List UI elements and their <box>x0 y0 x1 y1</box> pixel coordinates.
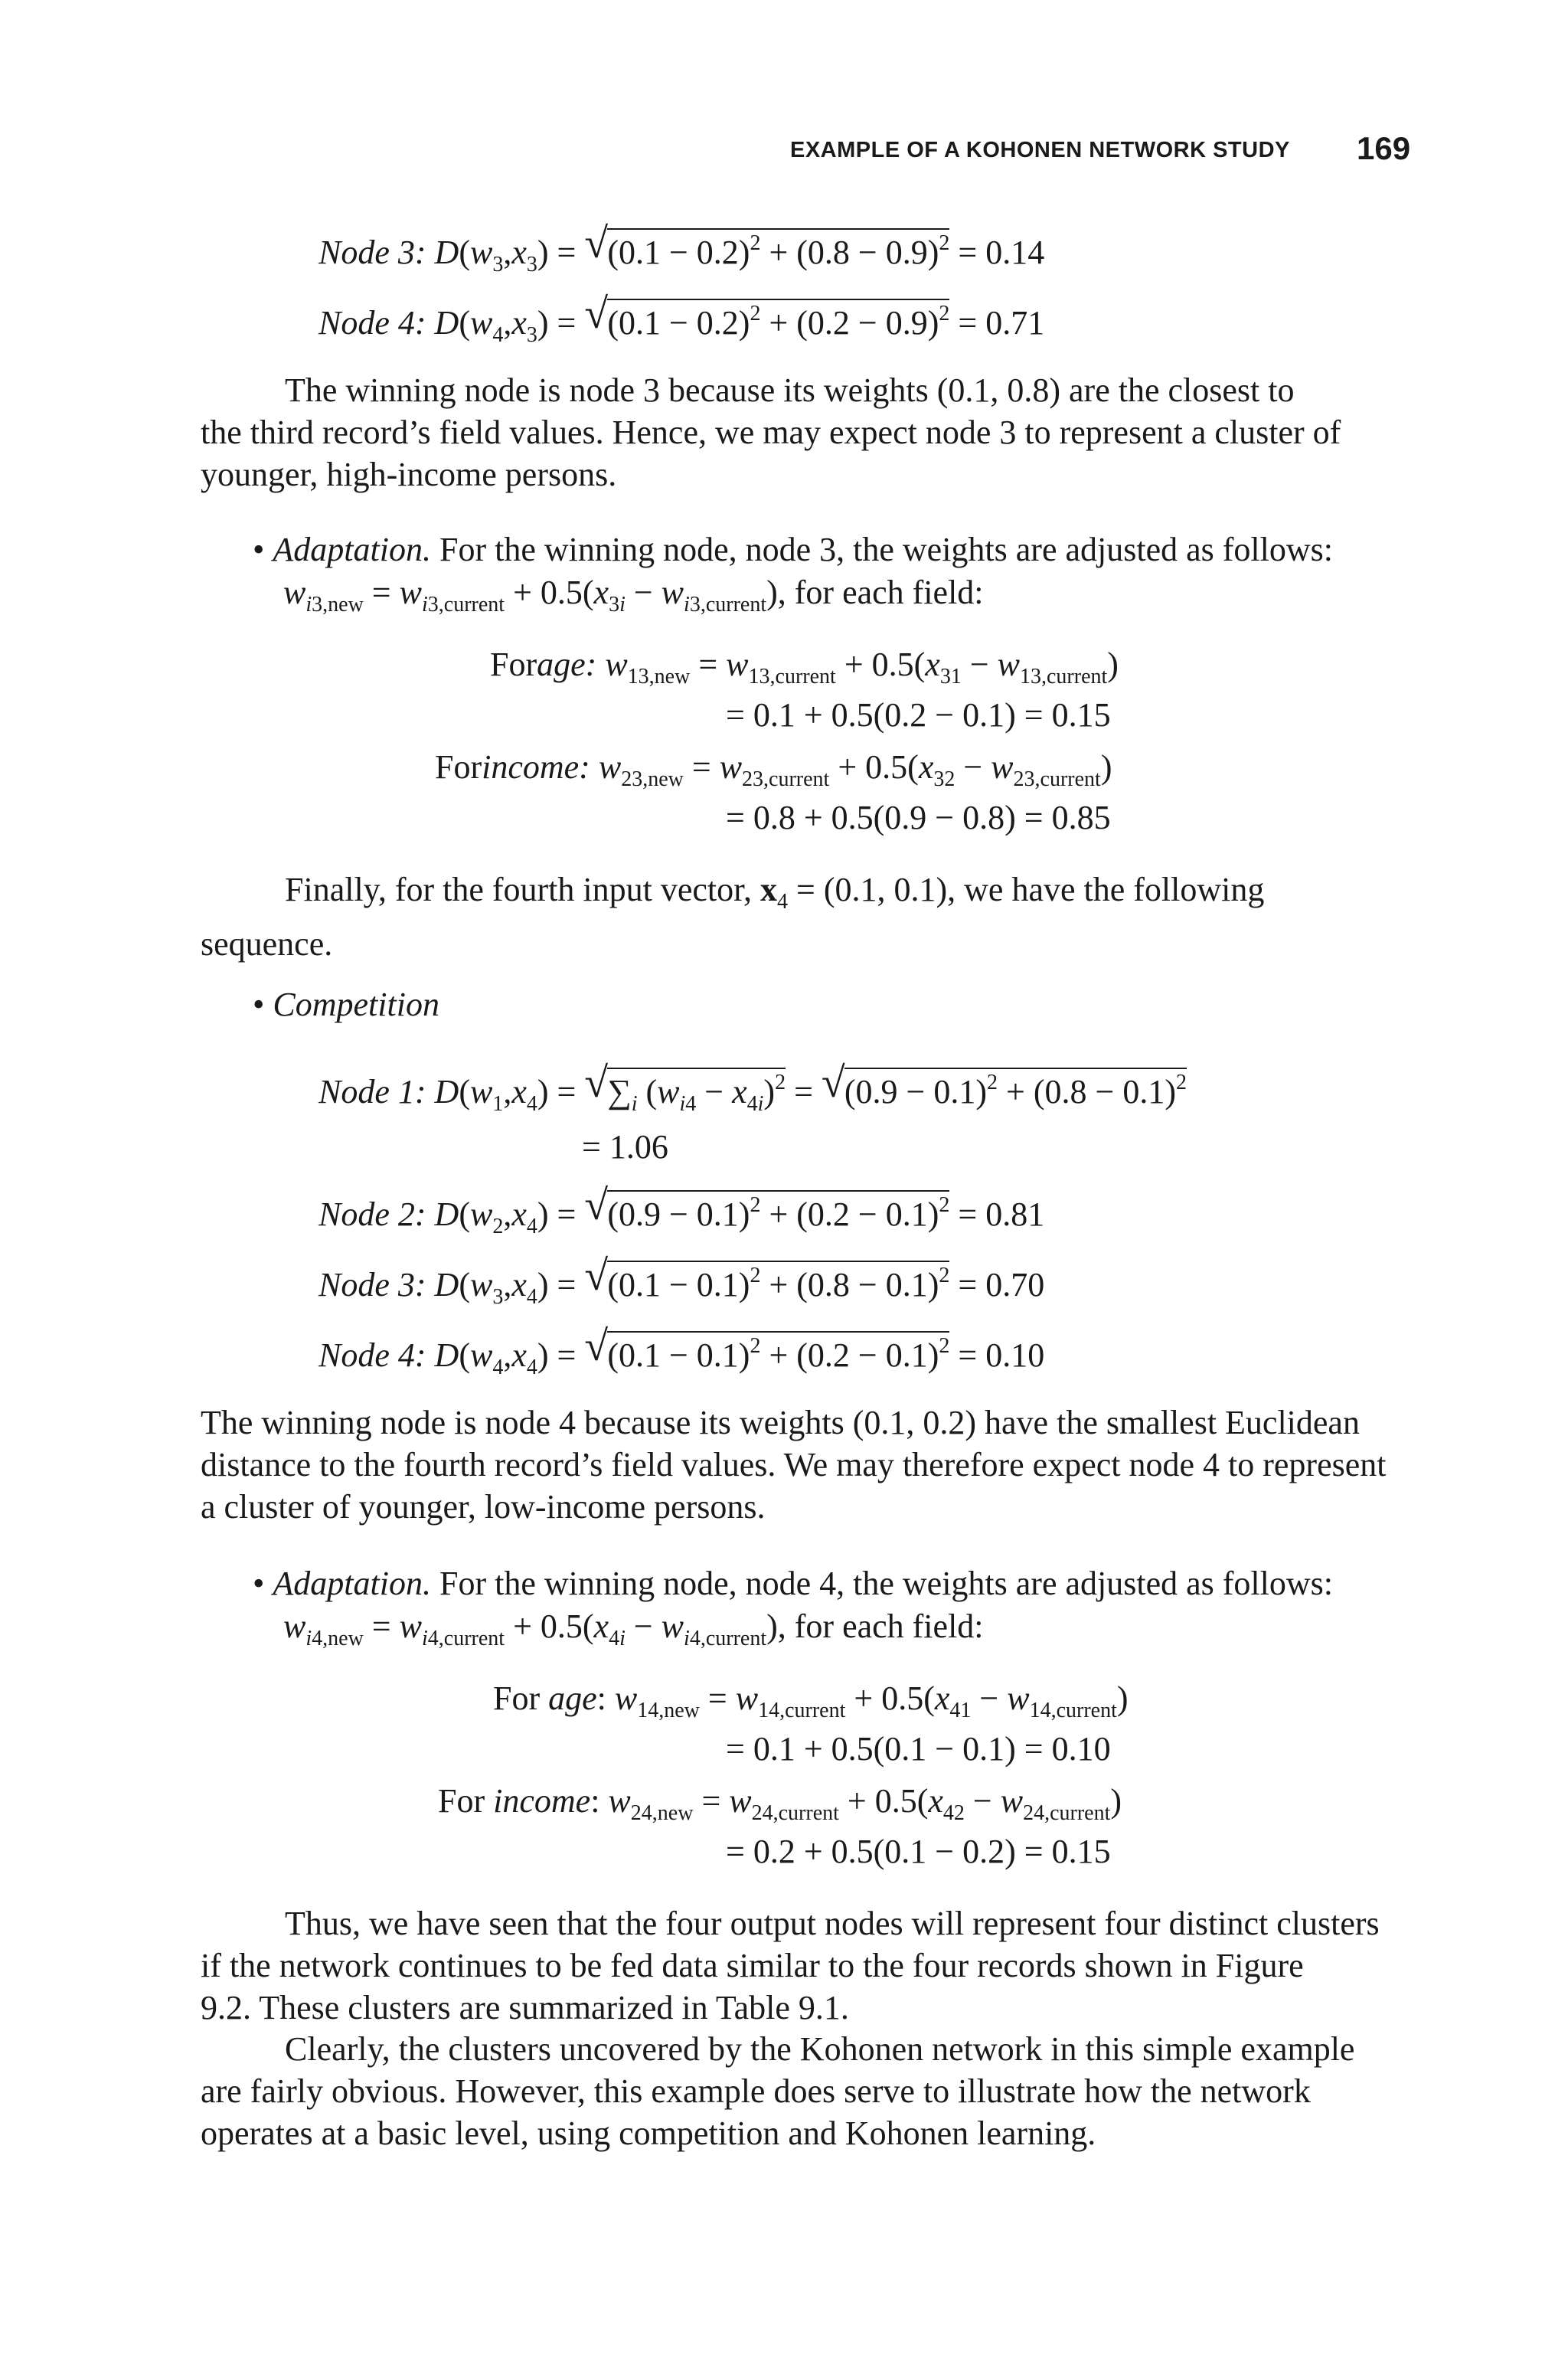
text-line: 9.2. These clusters are summarized in Table 9.1. <box>201 1989 849 2026</box>
distance-value: = 0.14 <box>958 234 1045 271</box>
node-label: Node 3: <box>318 234 426 271</box>
equation-node3-x3: Node 3: $D(w_3,x_3)$ = √ $(0.1 - 0.2)^2 + (0.8 - 0.9)^2 = 0.14$ <box>318 220 1045 276</box>
running-header-title: EXAMPLE OF A KOHONEN NETWORK STUDY <box>790 138 1290 162</box>
update-age-node3: Forage: $w_{13,new} = w_{13,current} + 0.5(x_{31} - w_{13,current})$ <box>490 646 1119 688</box>
equation-node3-x4: Node 3: $D(w_3,x_4)$ = √ $(0.1 - 0.1)^2 + (0.8 - 0.1)^2 = 0.70$ <box>318 1252 1045 1309</box>
update-age-node4-result: = 0.1 + 0.5(0.1 − 0.1) = 0.10 <box>726 1730 1111 1768</box>
text-line: The winning node is node 4 because its weights (0.1, 0.2) have the smallest Euclidean <box>201 1404 1360 1441</box>
text-line: are fairly obvious. However, this example does serve to illustrate how the network <box>201 2072 1311 2110</box>
node-label: Node 3: <box>318 1266 426 1303</box>
bullet-dot: • <box>253 1565 265 1602</box>
formula-tail: , for each field: <box>777 1608 984 1645</box>
bullet-heading: Adaptation. <box>273 531 431 568</box>
adaptation-rule-node3: $w_{i3,new} = w_{i3,current} + 0.5(x_{3i} - w_{i3,current})$, for each field: <box>283 574 984 617</box>
paragraph-winning-node-4 <box>201 1402 1407 1528</box>
for-word: For <box>490 646 537 683</box>
equation-node4-x4: Node 4: $D(w_4,x_4)$ = √ $(0.1 - 0.1)^2 + (0.2 - 0.1)^2 = 0.10$ <box>318 1323 1045 1379</box>
bullet-adaptation-node4 <box>253 1562 1409 1604</box>
paragraph-conclusion <box>201 2028 1407 2154</box>
for-word: For <box>435 748 482 786</box>
equation-node1-x4: Node 1: $D(w_1,x_4)$ = √ $\sum_i$ $(w_{i4} - x_{4i})^2$ = √ $(0.9 - 0.1)^2 + (0.8 - 0.1)^2$ <box>318 1059 1187 1116</box>
update-income-node3-result: = 0.8 + 0.5(0.9 − 0.8) = 0.85 <box>726 799 1111 836</box>
node1-distance-value: = 1.06 <box>582 1128 668 1166</box>
formula-tail: , for each field: <box>777 574 984 611</box>
text-line: younger, high-income persons. <box>201 456 617 493</box>
for-word: For <box>493 1680 541 1717</box>
bullet-dot: • <box>253 986 265 1023</box>
bullet-heading: Adaptation. <box>273 1565 431 1602</box>
node-label: Node 4: <box>318 304 426 342</box>
paragraph-winning-node-3 <box>201 369 1407 496</box>
field-income: income <box>493 1782 591 1820</box>
bullet-adaptation-node3 <box>253 528 1409 571</box>
text-line: distance to the fourth record’s field values. We may therefore expect node 4 to represent <box>201 1446 1387 1483</box>
equation-node2-x4: Node 2: $D(w_2,x_4)$ = √ $(0.9 - 0.1)^2 + (0.2 - 0.1)^2 = 0.81$ <box>318 1182 1045 1238</box>
text-line: Thus, we have seen that the four output nodes will represent four distinct clusters <box>285 1905 1380 1942</box>
field-age: age <box>548 1680 597 1717</box>
text-line: sequence. <box>201 925 333 963</box>
text-line: operates at a basic level, using competition and Kohonen learning. <box>201 2115 1096 2152</box>
update-income-node3: Forincome: $w_{23,new} = w_{23,current} + 0.5(x_{32} - w_{23,current})$ <box>435 748 1112 791</box>
update-age-node4: For age: $w_{14,new} = w_{14,current} + 0.5(x_{41} - w_{14,current})$ <box>493 1680 1129 1722</box>
distance-value: = 0.70 <box>958 1266 1045 1303</box>
text-line: if the network continues to be fed data similar to the four records shown in Figure <box>201 1947 1304 1984</box>
distance-value: = 0.71 <box>958 304 1045 342</box>
update-income-node4: For income: $w_{24,new} = w_{24,current} + 0.5(x_{42} - w_{24,current})$ <box>438 1782 1122 1825</box>
text-line: Finally, for the fourth input vector, $x_4 = (0.1$, 0.1), we have the following <box>285 871 1265 914</box>
adaptation-rule-node4: $w_{i4,new} = w_{i4,current} + 0.5(x_{4i} - w_{i4,current})$, for each field: <box>283 1608 984 1650</box>
paragraph-four-clusters <box>201 1902 1407 2029</box>
text-line: Clearly, the clusters uncovered by the Kohonen network in this simple example <box>285 2030 1355 2068</box>
text-line: a cluster of younger, low-income persons. <box>201 1488 766 1526</box>
bullet-dot: • <box>253 531 265 568</box>
paragraph-fourth-vector <box>201 868 1407 965</box>
bullet-heading: Competition <box>273 986 439 1023</box>
update-age-node3-result: = 0.1 + 0.5(0.2 − 0.1) = 0.15 <box>726 696 1111 734</box>
bullet-text: For the winning node, node 4, the weights are adjusted as follows: <box>439 1565 1333 1602</box>
page-number: 169 <box>1357 130 1411 166</box>
equation-node4-x3: Node 4: $D(w_4,x_3)$ = √ $(0.1 - 0.2)^2 + (0.2 - 0.9)^2 = 0.71$ <box>318 290 1045 347</box>
node-label: Node 2: <box>318 1195 426 1233</box>
field-age: age: <box>537 646 597 683</box>
update-income-node4-result: = 0.2 + 0.5(0.1 − 0.2) = 0.15 <box>726 1833 1111 1870</box>
distance-value: = 0.81 <box>958 1195 1045 1233</box>
bullet-competition <box>253 983 439 1025</box>
text-line: the third record’s field values. Hence, we may expect node 3 to represent a cluster of <box>201 414 1341 451</box>
bullet-text: For the winning node, node 3, the weights are adjusted as follows: <box>439 531 1333 568</box>
for-word: For <box>438 1782 485 1820</box>
distance-value: = 0.10 <box>958 1336 1045 1374</box>
node-label: Node 1: <box>318 1073 426 1110</box>
text-line: The winning node is node 3 because its weights (0.1, 0.8) are the closest to <box>285 371 1295 409</box>
node-label: Node 4: <box>318 1336 426 1374</box>
field-income: income: <box>482 748 590 786</box>
